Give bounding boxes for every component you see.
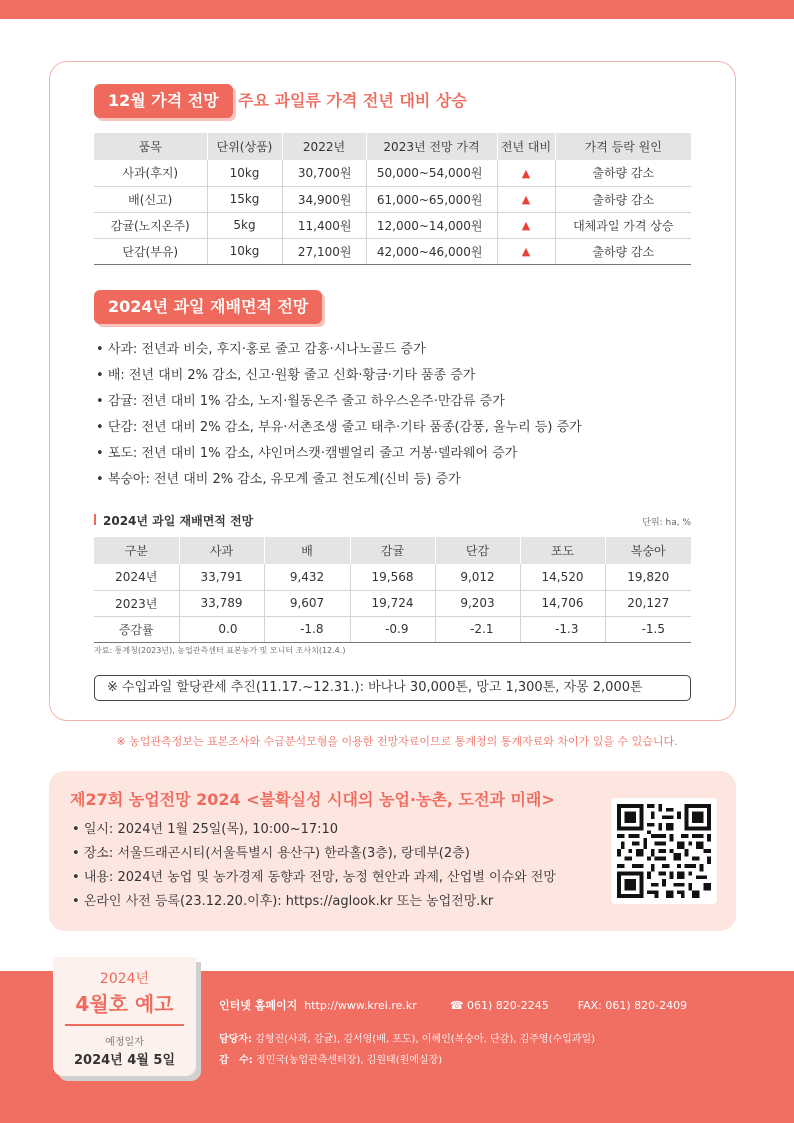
cell-trend bbox=[497, 186, 555, 212]
data-source-note: 자료: 통계청(2023년), 농업관측센터 표본농가 및 모니터 조사치(12.4.) bbox=[94, 646, 346, 655]
col-header-unit: 단위(상품) bbox=[207, 133, 282, 160]
area-table-unit: 단위: ha, % bbox=[642, 518, 691, 528]
table-cell: 14,706 bbox=[520, 590, 605, 616]
cell-unit: 10kg bbox=[207, 238, 282, 264]
table-cell: -2.1 bbox=[435, 616, 520, 642]
list-item: • 배: 전년 대비 2% 감소, 신고·원황 줄고 신화·황금·기타 품종 증가 bbox=[96, 367, 582, 393]
row-label: 2024년 bbox=[94, 564, 179, 590]
cultivation-area-badge: 2024년 과일 재배면적 전망 bbox=[94, 290, 322, 324]
cell-2022: 11,400원 bbox=[282, 212, 366, 238]
december-price-badge: 12월 가격 전망 bbox=[94, 84, 233, 118]
table-cell: 19,568 bbox=[350, 564, 435, 590]
table-row bbox=[94, 590, 691, 616]
cell-trend bbox=[497, 238, 555, 264]
row-label: 2023년 bbox=[94, 590, 179, 616]
table-row bbox=[94, 186, 691, 212]
list-item: • 포도: 전년 대비 1% 감소, 샤인머스캣·캠벨얼리 줄고 거봉·델라웨어 증가 bbox=[96, 445, 582, 471]
event-details-list bbox=[72, 820, 556, 916]
cell-2022: 27,100원 bbox=[282, 238, 366, 264]
fax-number: FAX: 061) 820-2409 bbox=[577, 999, 688, 1012]
col-header-yoy: 전년 대비 bbox=[497, 133, 555, 160]
cell-2022: 34,900원 bbox=[282, 186, 366, 212]
footer-staff-line bbox=[219, 1030, 595, 1045]
list-item: • 복숭아: 전년 대비 2% 감소, 유모계 줄고 천도계(신비 등) 증가 bbox=[96, 471, 582, 497]
cell-reason: 출하량 감소 bbox=[555, 186, 691, 212]
col-header-apple: 사과 bbox=[179, 537, 264, 564]
table-cell: 33,789 bbox=[179, 590, 264, 616]
event-content: • 내용: 2024년 농업 및 농가경제 동향과 전망, 농정 현안과 과제, 산업별 이슈와 전망 bbox=[72, 868, 556, 892]
cell-forecast: 42,000~46,000원 bbox=[366, 238, 497, 264]
table-cell: 0.0 bbox=[179, 616, 264, 642]
event-date: • 일시: 2024년 1월 25일(목), 10:00~17:10 bbox=[72, 820, 556, 844]
event-location: • 장소: 서울드래곤시티(서울특별시 용산구) 한라홀(3층), 랑데부(2층) bbox=[72, 844, 556, 868]
up-arrow-icon: ▲ bbox=[521, 219, 531, 232]
row-label: 증감률 bbox=[94, 616, 179, 642]
up-arrow-icon: ▲ bbox=[521, 245, 531, 258]
table-cell: 19,820 bbox=[605, 564, 691, 590]
cell-item: 사과(후지) bbox=[94, 160, 207, 186]
footer-supervisor-line bbox=[219, 1051, 442, 1066]
cell-unit: 15kg bbox=[207, 186, 282, 212]
table-cell: 33,791 bbox=[179, 564, 264, 590]
cell-unit: 5kg bbox=[207, 212, 282, 238]
cell-item: 감귤(노지온주) bbox=[94, 212, 207, 238]
cell-forecast: 12,000~14,000원 bbox=[366, 212, 497, 238]
next-issue-year: 2024년 bbox=[99, 971, 150, 987]
col-header-persimmon: 단감 bbox=[435, 537, 520, 564]
next-issue-date: 2024년 4월 5일 bbox=[74, 1053, 175, 1068]
qr-code-graphic bbox=[617, 804, 711, 898]
col-header-pear: 배 bbox=[264, 537, 350, 564]
list-item: • 감귤: 전년 대비 1% 감소, 노지·월동온주 줄고 하우스온주·만감류 증가 bbox=[96, 393, 582, 419]
cell-2022: 30,700원 bbox=[282, 160, 366, 186]
qr-code-icon[interactable] bbox=[611, 798, 717, 904]
table-cell: -0.9 bbox=[350, 616, 435, 642]
cultivation-bullet-list bbox=[96, 341, 582, 497]
col-header-forecast: 2023년 전망 가격 bbox=[366, 133, 497, 160]
up-arrow-icon: ▲ bbox=[521, 193, 531, 206]
cell-item: 배(신고) bbox=[94, 186, 207, 212]
list-item: • 사과: 전년과 비슷, 후지·홍로 줄고 감홍·시나노골드 증가 bbox=[96, 341, 582, 367]
next-issue-title: 4월호 예고 bbox=[75, 992, 174, 1016]
list-item: • 단감: 전년 대비 2% 감소, 부유·서촌조생 줄고 태추·기타 품종(감풍, 올누리 등) 증가 bbox=[96, 419, 582, 445]
table-cell: 9,432 bbox=[264, 564, 350, 590]
table-cell: 9,012 bbox=[435, 564, 520, 590]
col-header-peach: 복숭아 bbox=[605, 537, 691, 564]
table-row bbox=[94, 564, 691, 590]
cell-trend bbox=[497, 160, 555, 186]
cell-trend bbox=[497, 212, 555, 238]
table-cell: 19,724 bbox=[350, 590, 435, 616]
staff-label: 담당자: bbox=[219, 1034, 252, 1045]
divider bbox=[65, 1024, 184, 1026]
homepage-link[interactable]: http://www.krei.re.kr bbox=[304, 999, 417, 1012]
price-outlook-table bbox=[94, 133, 691, 265]
price-outlook-subtitle: 주요 과일류 가격 전년 대비 상승 bbox=[238, 91, 467, 110]
table-cell: -1.5 bbox=[605, 616, 691, 642]
phone-number: ☎ 061) 820-2245 bbox=[449, 999, 549, 1012]
table-row bbox=[94, 616, 691, 642]
cultivation-area-table bbox=[94, 537, 691, 643]
table-header-row bbox=[94, 133, 691, 160]
col-header-item: 품목 bbox=[94, 133, 207, 160]
col-header-2022: 2022년 bbox=[282, 133, 366, 160]
cell-reason: 출하량 감소 bbox=[555, 238, 691, 264]
area-table-title: 2024년 과일 재배면적 전망 bbox=[94, 512, 253, 529]
col-header-reason: 가격 등락 원인 bbox=[555, 133, 691, 160]
cell-item: 단감(부유) bbox=[94, 238, 207, 264]
supervisor-label: 감 수: bbox=[219, 1055, 253, 1066]
table-cell: 14,520 bbox=[520, 564, 605, 590]
cell-unit: 10kg bbox=[207, 160, 282, 186]
table-row bbox=[94, 212, 691, 238]
table-row bbox=[94, 238, 691, 264]
cell-reason: 출하량 감소 bbox=[555, 160, 691, 186]
up-arrow-icon: ▲ bbox=[521, 166, 531, 180]
next-issue-date-label: 예정일자 bbox=[105, 1037, 144, 1048]
disclaimer-note: ※ 농업관측정보는 표본조사와 수급분석모형을 이용한 전망자료이므로 통계청의 통계자료와 차이가 있을 수 있습니다. bbox=[116, 735, 678, 748]
cell-forecast: 61,000~65,000원 bbox=[366, 186, 497, 212]
cell-forecast: 50,000~54,000원 bbox=[366, 160, 497, 186]
event-registration[interactable]: • 온라인 사전 등록(23.12.20.이후): https://aglook.kr 또는 농업전망.kr bbox=[72, 892, 556, 916]
col-header-category: 구분 bbox=[94, 537, 179, 564]
col-header-grape: 포도 bbox=[520, 537, 605, 564]
next-issue-card bbox=[53, 957, 196, 1076]
homepage-label: 인터넷 홈페이지 bbox=[219, 999, 298, 1012]
footer-contact-line bbox=[219, 997, 687, 1013]
event-title: 제27회 농업전망 2024 <불확실성 시대의 농업·농촌, 도전과 미래> bbox=[70, 790, 555, 809]
table-cell: 9,607 bbox=[264, 590, 350, 616]
import-tariff-note: ※ 수입과일 할당관세 추진(11.17.~12.31.): 바나나 30,000톤, 망고 1,300톤, 자몽 2,000톤 bbox=[94, 675, 691, 701]
staff-names: 김형진(사과, 감귤), 김서영(배, 포도), 이혜인(복숭아, 단감), 김주영(수입과일) bbox=[255, 1034, 596, 1045]
col-header-citrus: 감귤 bbox=[350, 537, 435, 564]
table-cell: 9,203 bbox=[435, 590, 520, 616]
supervisor-names: 정민국(농업관측센터장), 김원태(원예실장) bbox=[255, 1055, 443, 1066]
table-cell: 20,127 bbox=[605, 590, 691, 616]
table-cell: -1.8 bbox=[264, 616, 350, 642]
cell-reason: 대체과일 가격 상승 bbox=[555, 212, 691, 238]
table-cell: -1.3 bbox=[520, 616, 605, 642]
top-accent-bar bbox=[0, 0, 794, 19]
table-header-row bbox=[94, 537, 691, 564]
table-row bbox=[94, 160, 691, 186]
